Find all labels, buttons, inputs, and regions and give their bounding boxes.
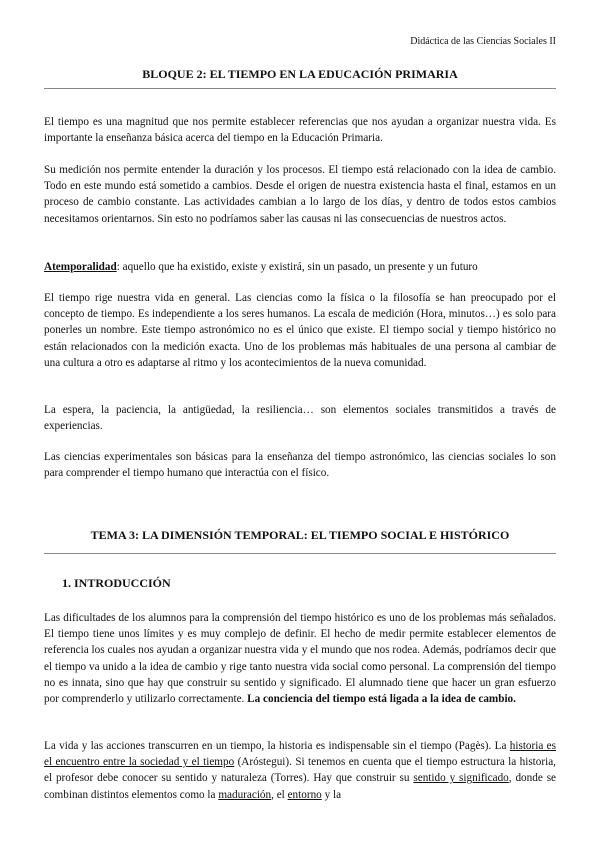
p2-text-d: , el [271,788,288,801]
intro-paragraph-2 [44,738,556,803]
title-rule [44,88,556,89]
intro-text: Las dificultades de los alumnos para la comprensión del tiempo histórico es uno de los problemas más señalados. El tiempo tiene unos límites y es muy complejo de definir. El hecho de medir permite establecer elementos de referencia los cuales nos ayudan a organizar nuestra vida y el mundo que nos rodea. Además, podríamos decir que el tiempo va unido a la idea de cambio y rige tanto nuestra vida social como personal. La comprensión del tiempo no es innata, sino que hay que construir su sentido y significado. El alumnado tiene que hacer un gran esfuerzo por comprenderlo y utilizarlo correctamente. [44,612,556,706]
p2-underline-1: historia es el encuentro entre la sociedad y el tiempo [44,740,556,769]
block-paragraph-4: El tiempo rige nuestra vida en general. Las ciencias como la física o la filosofía se han preocupado por el concepto de tiempo. Es independiente a los seres humanos. La escala de medición (Hora, minutos…) es solo para ponerles un nombre. Este tiempo astronómico no es el único que existe. El tiempo social y tiempo histórico no están relacionados con la medición exacta. Uno de los problemas más habituales de una persona al cambiar de una cultura a otro es adaptarse al ritmo y los acontecimientos de la nueva comunidad. [44,292,556,369]
intro-bold-statement: La conciencia del tiempo está ligada a la idea de cambio. [247,693,516,706]
section-heading: 1. INTRODUCCIÓN [62,576,171,590]
p2-text-e: y la [321,788,342,801]
p2-underline-2: sentido y significado [413,772,509,785]
p2-text-c: , donde se combinan distintos elementos como la [44,772,557,801]
definition-term: Atemporalidad [44,261,117,273]
tema-title: TEMA 3: LA DIMENSIÓN TEMPORAL: EL TIEMPO SOCIAL E HISTÓRICO [90,528,510,542]
tema-rule [44,553,556,554]
page-header: Didáctica de las Ciencias Sociales II [410,36,556,47]
intro-paragraph-1 [44,610,556,707]
definition-text: : aquello que ha existido, existe y existirá, sin un pasado, un presente y un futuro [116,261,478,273]
p2-text-b: (Aróstegui). Si tenemos en cuenta que el tiempo estructura la historia, el profesor debe conocer su sentido y naturaleza (Torres). Hay que construir su [44,756,556,785]
block-paragraph-1: El tiempo es una magnitud que nos permite establecer referencias que nos ayudan a organizar nuestra vida. Es importante la enseñanza básica acerca del tiempo en la Educación Primaria. [44,116,556,145]
p2-underline-3: maduración [218,788,272,801]
block-paragraph-5: La espera, la paciencia, la antigüedad, la resiliencia… son elementos sociales transmitidos a través de experiencias. [44,404,556,433]
block-paragraph-6: Las ciencias experimentales son básicas para la enseñanza del tiempo astronómico, las ciencias sociales lo son para comprender el tiempo humano que interactúa con el físico. [44,451,556,480]
p2-underline-4: entorno [287,788,322,801]
p2-text-a: La vida y las acciones transcurren en un tiempo, la historia es indispensable sin el tiempo (Pagès). La [44,740,510,752]
block-paragraph-2: Su medición nos permite entender la duración y los procesos. El tiempo está relacionado con la idea de cambio. Todo en este mundo está sometido a cambios. Desde el origen de nuestra existencia hasta el final, estamos en un proceso de cambio constante. Las actividades cambian a lo largo de los días, y dentro de todos estos cambios necesitamos orientarnos. Sin esto no podríamos saber las causas ni las consecuencias de nuestros actos. [44,164,556,225]
block-title: BLOQUE 2: EL TIEMPO EN LA EDUCACIÓN PRIMARIA [142,67,458,81]
atemporalidad-definition [44,259,556,275]
